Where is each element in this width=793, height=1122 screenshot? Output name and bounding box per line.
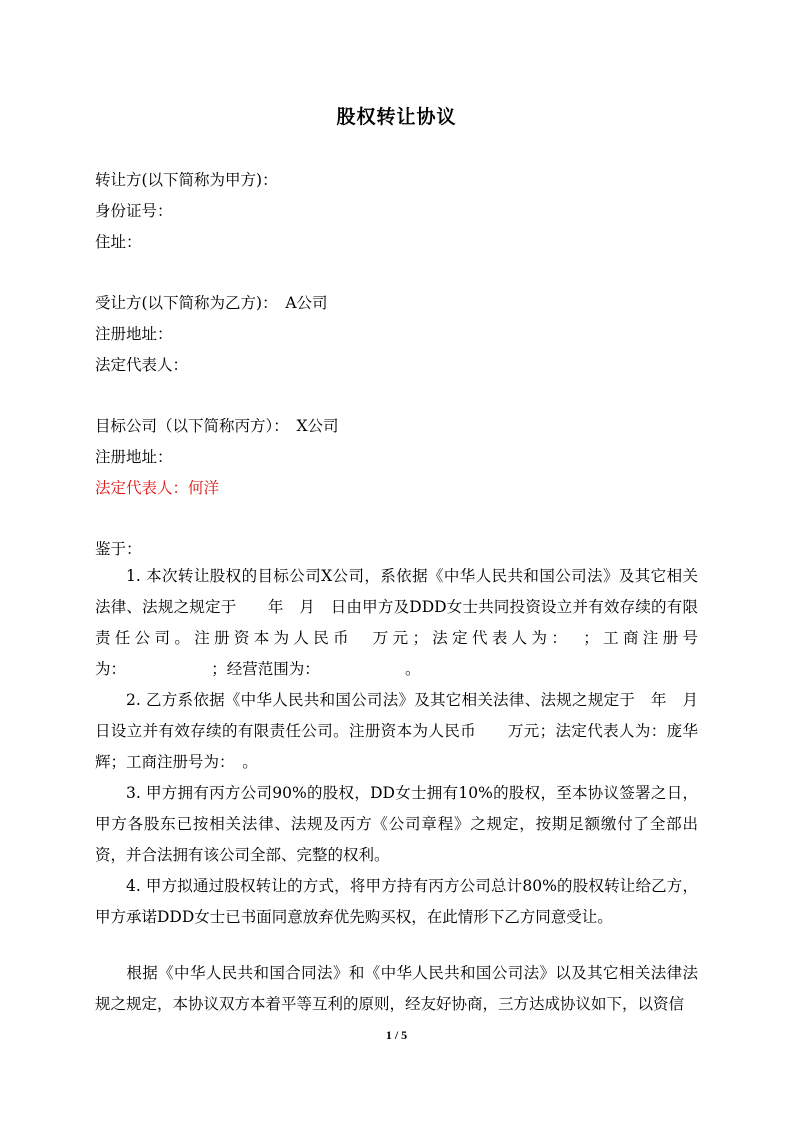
party-c-address-label: 注册地址： xyxy=(95,448,173,466)
clause-1-text: 1. 本次转让股权的目标公司X公司，系依据《中华人民共和国公司法》及其它相关法律、法规之规定于 年 月 日由甲方及DDD女士共同投资设立并有效存续的有限责任公司。注册资本为人民币 万元；法定代表人为： ；工商注册号为： ；经营范围为： 。 xyxy=(95,567,698,678)
party-b-address-label: 注册地址： xyxy=(95,325,173,343)
party-a-id-label: 身份证号： xyxy=(95,202,173,220)
clause-1 xyxy=(95,561,698,685)
party-a-address-label: 住址： xyxy=(95,233,142,251)
clause-4-text: 4. 甲方拟通过股权转让的方式，将甲方持有丙方公司总计80%的股权转让给乙方，甲方承诺DDD女士已书面同意放弃优先购买权，在此情形下乙方同意受让。 xyxy=(95,877,698,926)
party-c-label: 目标公司（以下简称丙方）： X公司 xyxy=(95,417,339,435)
party-c-rep-label: 法定代表人：何洋 xyxy=(95,479,220,497)
clauses-block xyxy=(95,561,714,933)
closing-text: 根据《中华人民共和国合同法》和《中华人民共和国公司法》以及其它相关法律法规之规定，本协议双方本着平等互利的原则，经友好协商，三方达成协议如下，以资信 xyxy=(95,964,698,1013)
clause-3-text: 3. 甲方拥有丙方公司90%的股权，DD女士拥有10%的股权，至本协议签署之日，甲方各股东已按相关法律、法规及丙方《公司章程》之规定，按期足额缴付了全部出资，并合法拥有该公司全部、完整的权利。 xyxy=(95,784,698,864)
closing-paragraph xyxy=(95,958,698,1020)
clause-3 xyxy=(95,778,698,871)
clause-2-text: 2. 乙方系依据《中华人民共和国公司法》及其它相关法律、法规之规定于 年 月 日设立并有效存续的有限责任公司。注册资本为人民币 万元；法定代表人为：庞华辉；工商注册号为： 。 xyxy=(95,691,714,771)
party-a-label: 转让方(以下简称为甲方)： xyxy=(95,171,278,189)
document-title: 股权转让协议 xyxy=(336,106,457,128)
clause-2 xyxy=(95,685,714,778)
party-b-rep-label: 法定代表人： xyxy=(95,356,189,374)
whereas-label: 鉴于： xyxy=(95,540,142,558)
page-number: 1 / 5 xyxy=(385,1028,408,1042)
clause-4 xyxy=(95,871,698,933)
party-b-label: 受让方(以下简称为乙方)： A公司 xyxy=(95,294,328,312)
